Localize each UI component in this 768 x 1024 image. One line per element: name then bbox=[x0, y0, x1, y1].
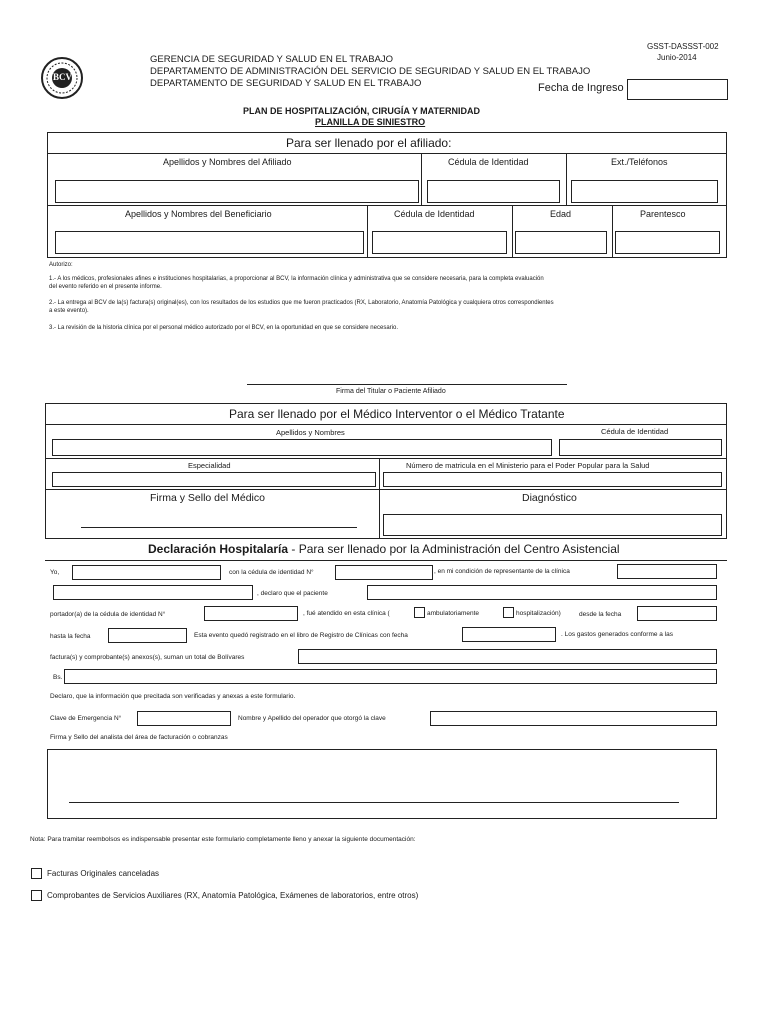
cedula-paciente-field[interactable] bbox=[204, 606, 298, 621]
firma-titular-line bbox=[247, 384, 567, 385]
form-subtitle: PLANILLA DE SINIESTRO bbox=[315, 117, 426, 127]
label-medico-nombres: Apellidos y Nombres bbox=[276, 428, 345, 437]
bcv-logo bbox=[40, 56, 84, 100]
declaracion-heading bbox=[148, 542, 620, 556]
medico-section bbox=[45, 403, 727, 539]
label-desde: desde la fecha bbox=[579, 611, 622, 618]
medico-nombres-field[interactable] bbox=[52, 439, 552, 456]
clave-emergencia-field[interactable] bbox=[137, 711, 231, 726]
autorizo-item2: 2.- La entrega al BCV de la(s) factura(s) original(es), con los resultados de los estudios que me fueron practicados (RX, Laboratorio, Anatomía Patológica y cualquiera otros correspondientes bbox=[49, 300, 554, 306]
cedula-representante-field[interactable] bbox=[335, 565, 433, 580]
facturas-checkbox[interactable] bbox=[31, 868, 42, 879]
ambulatorio-checkbox[interactable] bbox=[414, 607, 425, 618]
bs-field[interactable] bbox=[64, 669, 717, 684]
label-clave: Clave de Emergencia N° bbox=[50, 715, 122, 722]
label-edad: Edad bbox=[550, 209, 572, 219]
fecha-ingreso-field[interactable] bbox=[627, 79, 728, 100]
label-con-cedula: con la cédula de identidad N° bbox=[229, 569, 314, 576]
label-cedula-beneficiario: Cédula de Identidad bbox=[394, 209, 475, 219]
autorizo-title: Autorizo: bbox=[49, 262, 73, 268]
hospitalizacion-checkbox[interactable] bbox=[503, 607, 514, 618]
edad-field[interactable] bbox=[515, 231, 607, 254]
clinica-nombre-field[interactable] bbox=[53, 585, 253, 600]
label-nombres-beneficiario: Apellidos y Nombres del Beneficiario bbox=[125, 209, 272, 219]
nombres-afiliado-field[interactable] bbox=[55, 180, 419, 203]
autorizo-item3: 3.- La revisión de la historia clínica por el personal médico autorizado por el BCV, en la oportunidad en que se considere necesario. bbox=[49, 325, 398, 331]
operador-field[interactable] bbox=[430, 711, 717, 726]
label-nombres-afiliado: Apellidos y Nombres del Afiliado bbox=[163, 157, 292, 167]
label-matricula: Número de matricula en el Ministerio para el Poder Popular para la Salud bbox=[406, 461, 650, 470]
label-evento: Esta evento quedó registrado en el libro de Registro de Clínicas con fecha bbox=[194, 632, 408, 639]
yo-field[interactable] bbox=[72, 565, 221, 580]
label-facturas: factura(s) y comprobante(s) anexos(s), suman un total de Bolívares bbox=[50, 654, 245, 661]
comprobantes-checkbox[interactable] bbox=[31, 890, 42, 901]
label-especialidad: Especialidad bbox=[188, 461, 231, 470]
label-ambulatorio: ambulatoriamente bbox=[427, 610, 480, 617]
nota-text: Nota: Para tramitar reembolsos es indispensable presentar este formulario completamente lleno y anexar la siguiente documentación: bbox=[30, 836, 416, 843]
logo-text: BCV bbox=[53, 72, 73, 82]
analista-firma-line bbox=[69, 802, 679, 803]
clinica-field[interactable] bbox=[617, 564, 717, 579]
medico-cedula-field[interactable] bbox=[559, 439, 722, 456]
matricula-field[interactable] bbox=[383, 472, 722, 487]
label-declaro2: Declaro, que la información que precitada son verificadas y anexas a este formulario. bbox=[50, 693, 296, 700]
nota-item2: Comprobantes de Servicios Auxiliares (RX, Anatomía Patológica, Exámenes de laboratorios, entre otros) bbox=[47, 891, 419, 900]
hasta-fecha-field[interactable] bbox=[108, 628, 187, 643]
label-telefonos: Ext./Teléfonos bbox=[611, 157, 668, 167]
label-declaro: , declaro que el paciente bbox=[257, 590, 328, 597]
label-firma-sello-medico: Firma y Sello del Médico bbox=[150, 492, 265, 504]
analista-firma-box[interactable] bbox=[47, 749, 717, 819]
label-hasta: hasta la fecha bbox=[50, 633, 91, 640]
label-gastos: . Los gastos generados conforme a las bbox=[561, 631, 674, 638]
label-parentesco: Parentesco bbox=[640, 209, 686, 219]
cedula-beneficiario-field[interactable] bbox=[372, 231, 507, 254]
afiliado-heading: Para ser llenado por el afiliado: bbox=[286, 136, 452, 150]
label-diagnostico: Diagnóstico bbox=[522, 492, 577, 504]
registro-fecha-field[interactable] bbox=[462, 627, 556, 642]
label-operador: Nombre y Apellido del operador que otorgó la clave bbox=[238, 715, 386, 722]
form-title: PLAN DE HOSPITALIZACIÓN, CIRUGÍA Y MATERNIDAD bbox=[243, 106, 481, 116]
label-condicion: , en mi condición de representante de la clínica bbox=[434, 568, 570, 575]
header-line2: DEPARTAMENTO DE ADMINISTRACIÓN DEL SERVICIO DE SEGURIDAD Y SALUD EN EL TRABAJO bbox=[150, 66, 591, 77]
firma-medico-line bbox=[81, 527, 357, 528]
label-bs: Bs. bbox=[53, 674, 63, 681]
header-line3: DEPARTAMENTO DE SEGURIDAD Y SALUD EN EL TRABAJO bbox=[150, 78, 422, 89]
diagnostico-field[interactable] bbox=[383, 514, 722, 536]
label-cedula-afiliado: Cédula de Identidad bbox=[448, 157, 529, 167]
especialidad-field[interactable] bbox=[52, 472, 376, 487]
header-line1: GERENCIA DE SEGURIDAD Y SALUD EN EL TRABAJO bbox=[150, 54, 394, 65]
form-code: GSST-DASSST-002 bbox=[647, 42, 719, 51]
autorizo-item1: 1.- A los médicos, profesionales afines e instituciones hospitalarias, a proporcionar al BCV, la información clínica y administrativa que se considere necesaria, para la completa evaluación bbox=[49, 276, 544, 282]
cedula-afiliado-field[interactable] bbox=[427, 180, 560, 203]
medico-heading: Para ser llenado por el Médico Interventor o el Médico Tratante bbox=[229, 407, 565, 421]
label-yo: Yo, bbox=[50, 569, 60, 576]
fecha-ingreso-label: Fecha de Ingreso bbox=[538, 82, 624, 94]
form-date: Junio-2014 bbox=[657, 53, 697, 62]
afiliado-section bbox=[47, 132, 727, 258]
autorizo-item2b: a este evento). bbox=[49, 308, 89, 314]
nota-item1: Facturas Originales canceladas bbox=[47, 869, 160, 878]
label-analista: Firma y Sello del analista del área de facturación o cobranzas bbox=[50, 734, 228, 741]
label-portador: portador(a) de la cédula de identidad N° bbox=[50, 611, 166, 618]
parentesco-field[interactable] bbox=[615, 231, 720, 254]
label-hospitalizacion: hospitalización) bbox=[516, 610, 561, 617]
declaracion-heading-bold: Declaración Hospitalaría bbox=[148, 542, 289, 556]
nombres-beneficiario-field[interactable] bbox=[55, 231, 364, 254]
label-medico-cedula: Cédula de Identidad bbox=[601, 427, 669, 436]
desde-fecha-field[interactable] bbox=[637, 606, 717, 621]
firma-titular-label: Firma del Titular o Paciente Afiliado bbox=[336, 388, 446, 395]
label-atendido: , fué atendido en esta clínica ( bbox=[303, 610, 390, 617]
declaracion-heading-rest: - Para ser llenado por la Administración del Centro Asistencial bbox=[288, 542, 620, 556]
telefonos-field[interactable] bbox=[571, 180, 718, 203]
autorizo-item1b: del evento referido en el presente informe. bbox=[49, 284, 162, 290]
paciente-field[interactable] bbox=[367, 585, 717, 600]
total-bolivares-field[interactable] bbox=[298, 649, 717, 664]
